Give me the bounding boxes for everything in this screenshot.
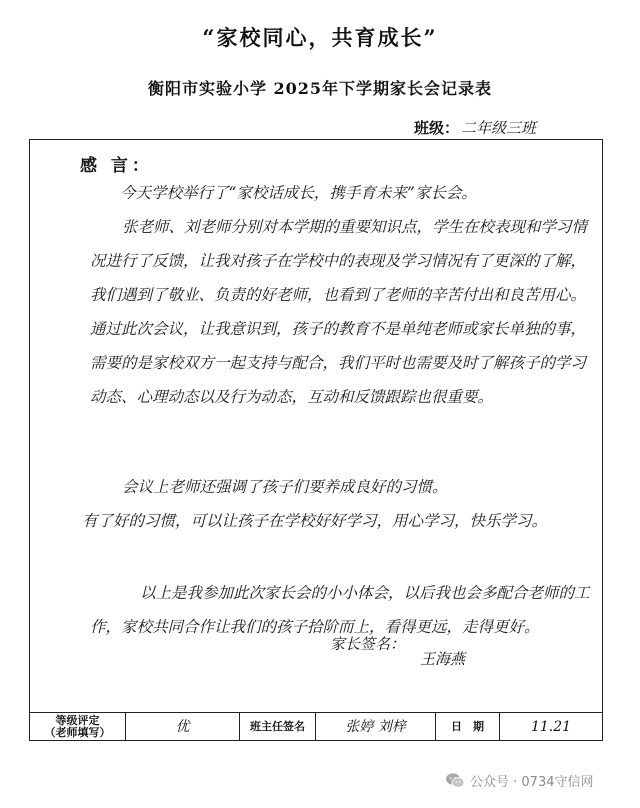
watermark-text: 公众号 · 0734守信网 [470, 775, 594, 790]
document-subtitle: 衡阳市实验小学 2025年下学期家长会记录表 [147, 79, 493, 98]
wechat-icon [445, 772, 465, 789]
feedback-paragraph-1: 今天学校举行了“家校话成长，携手育未来”家长会。 [120, 184, 477, 202]
evaluation-row [30, 712, 602, 741]
teacher-signature-label: 班主任签名 [240, 713, 316, 741]
watermark [445, 771, 593, 790]
feedback-paragraph-4: 有了好的习惯，可以让孩子在学校好好学习，用心学习，快乐学习。 [82, 512, 548, 530]
class-info [414, 117, 536, 138]
grade-label-cell [30, 713, 126, 741]
document-title: “家校同心，共育成长” [202, 25, 438, 50]
class-value: 二年级三班 [461, 119, 537, 137]
date-value: 11.21 [530, 719, 572, 735]
grade-value: 优 [126, 713, 240, 741]
teacher-signature: 张婷 刘梓 [316, 713, 436, 741]
class-label: 班级： [414, 119, 460, 137]
record-form [29, 139, 603, 741]
parent-signature-label: 家长签名： [330, 635, 406, 653]
date-label: 日 期 [436, 713, 500, 741]
feedback-paragraph-3: 会议上老师还强调了孩子们要养成良好的习惯。 [122, 478, 448, 496]
parent-signature: 王海燕 [420, 650, 466, 668]
feedback-paragraph-2: 张老师、刘老师分别对本学期的重要知识点，学生在校表现和学习情况进行了反馈，让我对孩子在学校中的表现及学习情况有了更深的了解，我们遇到了敬业、负责的好老师，也看到了老师的辛苦付出和良苦用心。通过此次会议，让我意识到，孩子的教育不是单纯老师或家长单独的事，需要的是家校双方一起支持与配合，我们平时也需要及时了解孩子的学习动态、心理动态以及行为动态，互动和反馈跟踪也很重要。 [90, 218, 588, 406]
feedback-paragraph-5: 以上是我参加此次家长会的小小体会，以后我也会多配合老师的工作，家校共同合作让我们的孩子拾阶而上，看得更远，走得更好。 [90, 584, 590, 636]
grade-label: 等级评定 [55, 714, 100, 727]
feelings-label: 感 言： [80, 156, 153, 176]
grade-sublabel: （老师填写） [44, 726, 111, 739]
